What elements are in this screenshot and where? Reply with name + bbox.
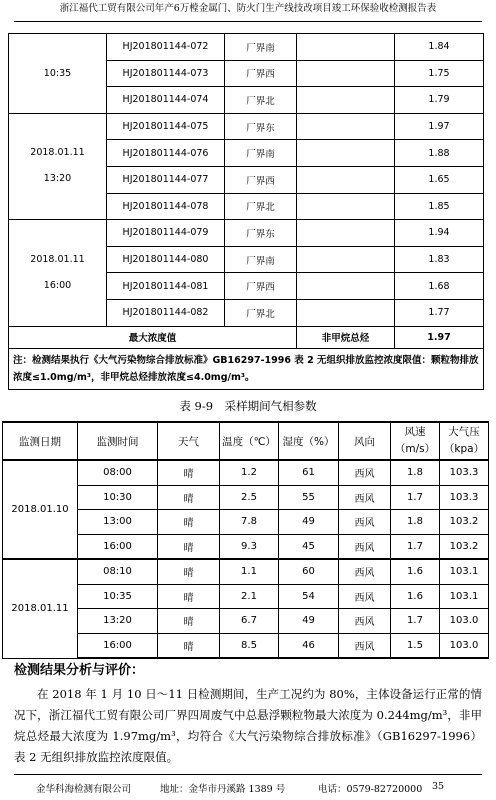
sample-value: 1.88 (395, 140, 484, 167)
cell-weather: 晴 (158, 559, 220, 584)
weather-date: 2018.01.10 (3, 460, 78, 559)
sample-value: 1.68 (395, 273, 484, 300)
sample-position: 厂界南 (225, 140, 297, 167)
sample-position: 厂界北 (225, 299, 297, 326)
cell-time: 13:00 (78, 510, 158, 535)
table-row (3, 559, 489, 584)
sample-id: HJ201801144-080 (107, 246, 225, 273)
cell-humidity: 49 (279, 510, 339, 535)
col-header: 风速（m/s） (391, 422, 440, 460)
empty-cell (297, 87, 395, 114)
empty-cell (297, 140, 395, 167)
cell-wind-speed: 1.7 (391, 609, 440, 634)
empty-cell (297, 220, 395, 247)
sample-id: HJ201801144-072 (107, 34, 225, 61)
col-header: 监测日期 (3, 422, 78, 460)
cell-wind-dir: 西风 (339, 559, 391, 584)
table-caption: 表 9-9 采样期间气相参数 (179, 399, 317, 413)
sample-time: 16:00 (43, 279, 72, 291)
cell-temp: 6.7 (220, 609, 279, 634)
cell-humidity: 55 (279, 485, 339, 510)
cell-wind-dir: 西风 (339, 460, 391, 485)
cell-wind-dir: 西风 (339, 584, 391, 609)
cell-temp: 7.8 (220, 510, 279, 535)
sample-value: 1.79 (395, 87, 484, 114)
cell-pressure: 103.3 (440, 460, 489, 485)
col-header: 湿度（%） (279, 422, 339, 460)
cell-weather: 晴 (158, 510, 220, 535)
empty-cell (297, 166, 395, 193)
note-row (9, 348, 484, 389)
cell-wind-dir: 西风 (339, 609, 391, 634)
sample-value: 1.77 (395, 299, 484, 326)
weather-date: 2018.01.11 (3, 559, 78, 658)
cell-wind-speed: 1.5 (391, 633, 440, 658)
footer-company: 金华科海检测有限公司 (36, 784, 132, 795)
cell-time: 13:20 (78, 609, 158, 634)
table-row (3, 460, 489, 485)
summary-row (9, 326, 484, 348)
footer-rule (14, 774, 482, 775)
empty-cell (297, 299, 395, 326)
sample-id: HJ201801144-077 (107, 166, 225, 193)
nmhc-results-table (8, 33, 484, 390)
cell-temp: 2.5 (220, 485, 279, 510)
summary-pollutant: 非甲烷总烃 (297, 326, 395, 348)
table-row (9, 113, 484, 140)
cell-weather: 晴 (158, 485, 220, 510)
footer-phone: 电话：0579-82720000 (318, 784, 423, 795)
sample-value: 1.97 (395, 113, 484, 140)
sample-position: 厂界东 (225, 113, 297, 140)
cell-humidity: 49 (279, 609, 339, 634)
sample-position: 厂界西 (225, 166, 297, 193)
cell-humidity: 45 (279, 534, 339, 559)
cell-weather: 晴 (158, 534, 220, 559)
sample-id: HJ201801144-076 (107, 140, 225, 167)
sample-position: 厂界西 (225, 60, 297, 87)
sample-value: 1.83 (395, 246, 484, 273)
cell-wind-speed: 1.8 (391, 510, 440, 535)
sample-id: HJ201801144-081 (107, 273, 225, 300)
cell-wind-dir: 西风 (339, 633, 391, 658)
empty-cell (297, 273, 395, 300)
cell-pressure: 103.2 (440, 510, 489, 535)
cell-temp: 1.1 (220, 559, 279, 584)
cell-wind-dir: 西风 (339, 510, 391, 535)
cell-time: 08:00 (78, 460, 158, 485)
cell-humidity: 46 (279, 633, 339, 658)
sample-time: 10:35 (9, 34, 107, 114)
cell-temp: 2.1 (220, 584, 279, 609)
sample-value: 1.65 (395, 166, 484, 193)
sample-id: HJ201801144-073 (107, 60, 225, 87)
cell-wind-dir: 西风 (339, 534, 391, 559)
cell-humidity: 54 (279, 584, 339, 609)
footer-address: 地址：金华市丹溪路 1389 号 (160, 784, 286, 795)
sample-position: 厂界东 (225, 220, 297, 247)
sample-id: HJ201801144-079 (107, 220, 225, 247)
cell-humidity: 61 (279, 460, 339, 485)
sample-datetime (9, 220, 107, 326)
cell-wind-speed: 1.7 (391, 485, 440, 510)
cell-temp: 8.5 (220, 633, 279, 658)
sample-position: 厂界西 (225, 273, 297, 300)
summary-value: 1.97 (395, 326, 484, 348)
summary-label: 最大浓度值 (9, 326, 297, 348)
empty-cell (297, 193, 395, 220)
sample-date: 2018.01.11 (30, 147, 85, 159)
sample-value: 1.75 (395, 60, 484, 87)
empty-cell (297, 34, 395, 61)
sample-id: HJ201801144-074 (107, 87, 225, 114)
empty-cell (297, 246, 395, 273)
sample-position: 厂界南 (225, 246, 297, 273)
cell-wind-dir: 西风 (339, 485, 391, 510)
cell-time: 10:30 (78, 485, 158, 510)
weather-params-table (2, 421, 489, 659)
cell-time: 08:10 (78, 559, 158, 584)
sample-value: 1.84 (395, 34, 484, 61)
sample-position: 厂界南 (225, 34, 297, 61)
cell-time: 10:35 (78, 584, 158, 609)
table-row (9, 34, 484, 61)
sample-value: 1.85 (395, 193, 484, 220)
cell-temp: 1.2 (220, 460, 279, 485)
sample-id: HJ201801144-082 (107, 299, 225, 326)
cell-wind-speed: 1.6 (391, 584, 440, 609)
empty-cell (297, 113, 395, 140)
cell-pressure: 103.0 (440, 633, 489, 658)
footer-page-number: 35 (432, 781, 445, 792)
header-row (3, 422, 489, 460)
sample-time: 13:20 (43, 173, 72, 185)
section-title: 检测结果分析与评价： (14, 663, 145, 678)
table-note: 注：检测结果执行《大气污染物综合排放标准》GB16297-1996 表 2 无组织排放监控浓度限值：颗粒物排放浓度≤1.0mg/m³，非甲烷总烃排放浓度≤4.0mg/m³。 (9, 348, 484, 389)
page-header: 浙江福代工贸有限公司年产6万樘金属门、防火门生产线技改项目竣工环保验收检测报告表 (59, 3, 437, 14)
cell-temp: 9.3 (220, 534, 279, 559)
sample-id: HJ201801144-078 (107, 193, 225, 220)
cell-time: 16:00 (78, 534, 158, 559)
empty-cell (297, 60, 395, 87)
header-rule (14, 21, 482, 22)
cell-pressure: 103.3 (440, 485, 489, 510)
cell-pressure: 103.1 (440, 559, 489, 584)
cell-weather: 晴 (158, 633, 220, 658)
sample-date: 2018.01.11 (30, 253, 85, 265)
cell-humidity: 60 (279, 559, 339, 584)
cell-weather: 晴 (158, 460, 220, 485)
cell-wind-speed: 1.8 (391, 460, 440, 485)
sample-datetime (9, 113, 107, 219)
cell-time: 16:00 (78, 633, 158, 658)
sample-id: HJ201801144-075 (107, 113, 225, 140)
cell-pressure: 103.1 (440, 584, 489, 609)
col-header: 监测时间 (78, 422, 158, 460)
cell-weather: 晴 (158, 609, 220, 634)
col-header: 温度（℃） (220, 422, 279, 460)
col-header: 风向 (339, 422, 391, 460)
sample-value: 1.94 (395, 220, 484, 247)
cell-wind-speed: 1.7 (391, 534, 440, 559)
sample-position: 厂界北 (225, 87, 297, 114)
table-row (9, 220, 484, 247)
cell-weather: 晴 (158, 584, 220, 609)
col-header: 大气压（kpa） (440, 422, 489, 460)
analysis-paragraph: 在 2018 年 1 月 10 日～11 日检测期间，生产工况约为 80%，主体设备运行正常的情况下，浙江福代工贸有限公司厂界四周废气中总悬浮颗粒物最大浓度为 0.244mg/m³，非甲烷总烃最大浓度为 1.97mg/m³，均符合《大气污染物综合排放标准》（GB16297-1996）表 2 无组织排放监控浓度限值。 (14, 687, 482, 764)
cell-pressure: 103.2 (440, 534, 489, 559)
cell-pressure: 103.0 (440, 609, 489, 634)
sample-position: 厂界北 (225, 193, 297, 220)
col-header: 天气 (158, 422, 220, 460)
cell-wind-speed: 1.6 (391, 559, 440, 584)
